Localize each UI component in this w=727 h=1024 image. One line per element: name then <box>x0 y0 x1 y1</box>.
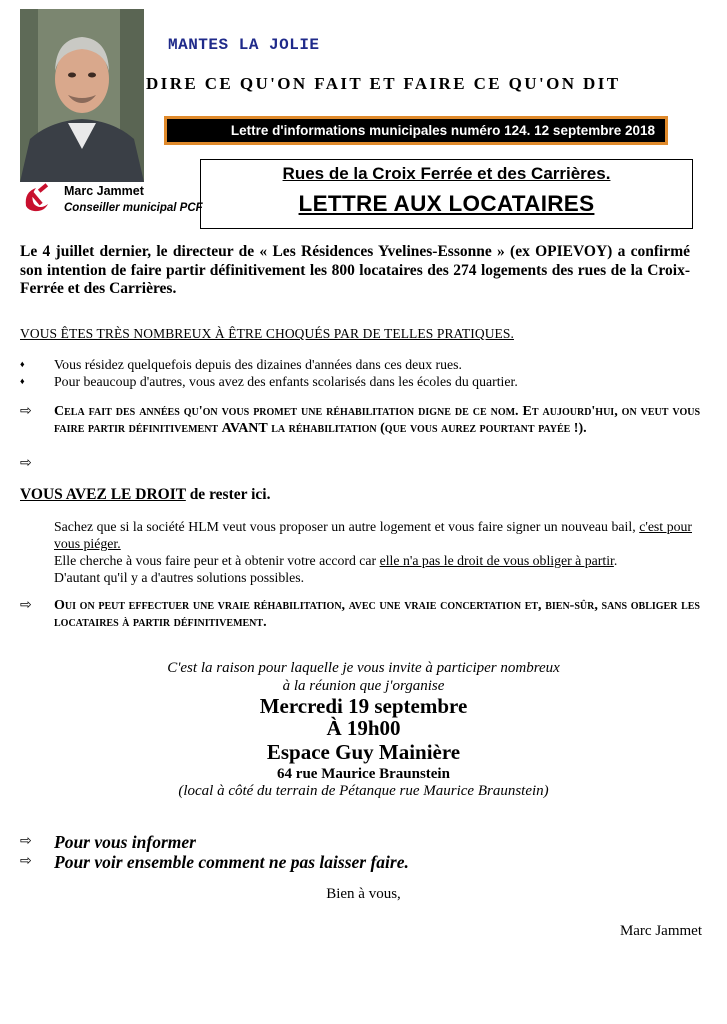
arrow-empty <box>20 455 700 472</box>
author-name: Marc Jammet <box>64 184 144 198</box>
rights-line-2: Elle cherche à vous faire peur et à obtenir votre accord car elle n'a pas le droit de vous obliger à partir. <box>54 553 618 568</box>
meeting-datetime <box>0 695 727 739</box>
right-arrow-icon: ⇨ <box>20 456 32 471</box>
diamond-bullet-icon: ♦ <box>20 376 25 386</box>
rights-paragraph <box>54 518 692 586</box>
banner-text: Lettre d'informations municipales numéro 124. 12 septembre 2018 <box>230 123 655 138</box>
pcf-logo <box>20 180 54 214</box>
statement-text: Cela fait des années qu'on vous promet une réhabilitation digne de ce nom. Et aujourd'hui, on veut vous faire partir définitivement AVANT la réhabilitation (que vous aurez pourtant payée !). <box>54 404 700 436</box>
goal-item: ⇨ Pour voir ensemble comment ne pas laisser faire. <box>20 852 409 872</box>
goal-item: ⇨ Pour vous informer <box>20 832 196 852</box>
bullet-list <box>20 356 700 390</box>
motto: DIRE CE QU'ON FAIT ET FAIRE CE QU'ON DIT <box>146 74 621 93</box>
rights-line-3: D'autant qu'il y a d'autres solutions possibles. <box>54 570 305 585</box>
city-name: MANTES LA JOLIE <box>168 36 320 54</box>
section1-heading: VOUS ÊTES TRÈS NOMBREUX À ÊTRE CHOQUÉS PAR DE TELLES PRATIQUES. <box>20 326 514 341</box>
hammer-sickle-icon <box>20 180 54 214</box>
meeting-address: 64 rue Maurice Braunstein <box>277 766 450 782</box>
right-arrow-icon: ⇨ <box>20 404 32 419</box>
list-item <box>20 356 700 373</box>
title-streets: Rues de la Croix Ferrée et des Carrières. <box>282 164 611 183</box>
bullet-text: Vous résidez quelquefois depuis des dizaines d'années dans ces deux rues. <box>54 357 462 372</box>
arrow-statement-1 <box>20 403 700 437</box>
right-arrow-icon: ⇨ <box>20 598 32 613</box>
greeting: Bien à vous, <box>326 886 401 902</box>
author-role: Conseiller municipal PCF <box>64 202 203 214</box>
bullet-text: Pour beaucoup d'autres, vous avez des enfants scolarisés dans les écoles du quartier. <box>54 374 518 389</box>
invitation-text: C'est la raison pour laquelle je vous invite à participer nombreux à la réunion que j'organise <box>167 660 560 694</box>
signature: Marc Jammet <box>619 923 702 939</box>
author-photo <box>20 9 144 182</box>
intro-paragraph: Le 4 juillet dernier, le directeur de « Les Résidences Yvelines-Essonne » (ex OPIEVOY) a confirmé son intention de faire partir définitivement les 800 locataires des 274 logements des rues de la Croix-Ferrée et des Carrières. <box>20 243 690 297</box>
rights-line-1: Sachez que si la société HLM veut vous proposer un autre logement et vous faire signer un nouveau bail, c'est pour vous piéger. <box>54 519 692 551</box>
arrow-statement-2 <box>20 597 700 631</box>
title-main: LETTRE AUX LOCATAIRES <box>298 191 595 216</box>
portrait-image <box>20 9 144 182</box>
meeting-place: Espace Guy Mainière <box>266 740 461 764</box>
newsletter-banner <box>164 116 668 145</box>
right-arrow-icon: ⇨ <box>20 854 32 869</box>
list-item <box>20 373 700 390</box>
title-box <box>200 159 693 229</box>
meeting-time: À 19h00 <box>326 716 401 740</box>
meeting-date: Mercredi 19 septembre <box>259 694 468 718</box>
section2-heading: VOUS AVEZ LE DROIT de rester ici. <box>20 486 271 503</box>
meeting-location-note: (local à côté du terrain de Pétanque rue Maurice Braunstein) <box>178 783 549 799</box>
right-arrow-icon: ⇨ <box>20 834 32 849</box>
diamond-bullet-icon: ♦ <box>20 359 25 369</box>
statement-text: Oui on peut effectuer une vraie réhabilitation, avec une vraie concertation et, bien-sûr, sans obliger les locataires à partir définitivement. <box>54 598 700 630</box>
